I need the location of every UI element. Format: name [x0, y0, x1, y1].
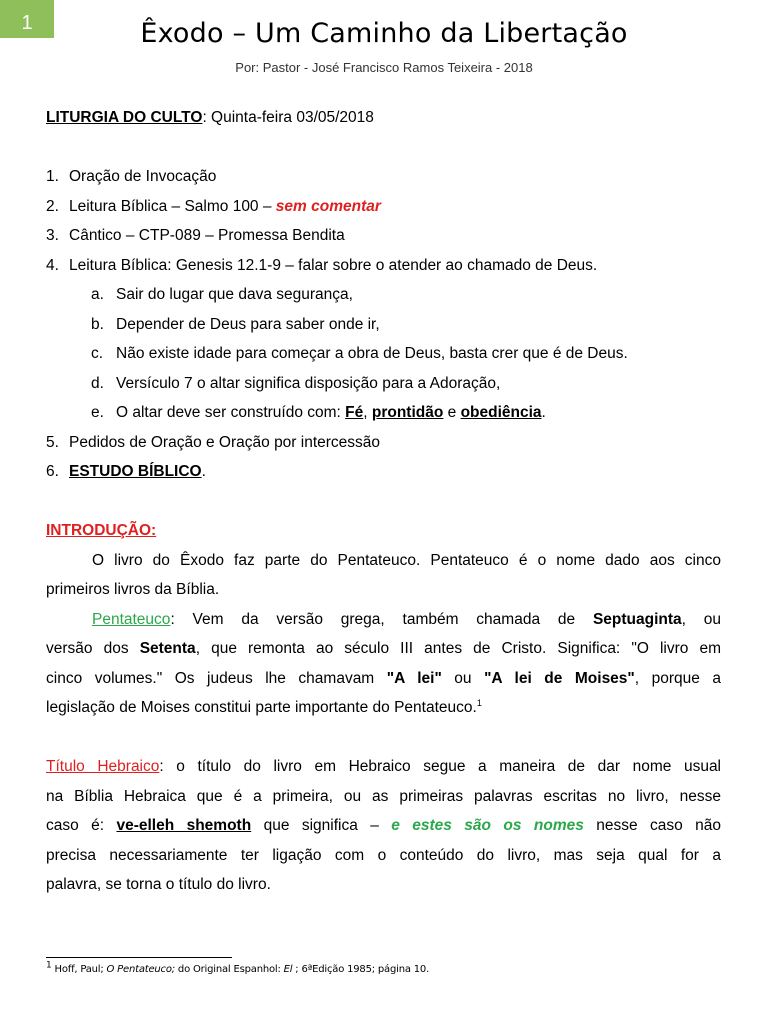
- paragraph-line: [46, 752, 721, 782]
- paragraph-line: [46, 693, 721, 723]
- text: que significa –: [251, 817, 392, 834]
- sep: e: [443, 404, 461, 421]
- text: nesse caso não: [583, 817, 722, 834]
- hebrew-meaning: e estes são os nomes: [391, 817, 584, 834]
- note-sem-comentar: sem comentar: [275, 197, 381, 215]
- document-body: [46, 103, 721, 900]
- text: , ou: [681, 610, 721, 628]
- liturgy-line: [46, 103, 721, 133]
- sub-list-text: Versículo 7 o altar significa disposição para a Adoração,: [116, 374, 501, 392]
- list-number: 1.: [46, 168, 59, 185]
- paragraph-line: O livro do Êxodo faz parte do Pentateuco. Pentateuco é o nome dado aos cinco: [92, 551, 721, 569]
- list-text: [69, 192, 381, 222]
- footnote-number: 1: [46, 960, 52, 971]
- liturgy-date: : Quinta-feira 03/05/2018: [202, 109, 374, 126]
- footnote-separator: [46, 957, 232, 958]
- list-item: [46, 221, 721, 251]
- intro-heading: INTRODUÇÃO:: [46, 522, 157, 539]
- sub-list-text: Não existe idade para começar a obra de Deus, basta crer que é de Deus.: [116, 345, 628, 362]
- hebrew-title-paragraph: [46, 752, 721, 900]
- text: : Vem da versão grega, também chamada de: [170, 610, 593, 628]
- period: .: [201, 463, 206, 480]
- footnote-text: ; 6ªEdição 1985; página 10.: [292, 964, 430, 975]
- list-number: 5.: [46, 433, 59, 451]
- list-text: [69, 457, 206, 487]
- list-item: [46, 192, 721, 222]
- list-item: [46, 457, 721, 487]
- text: , porque a: [634, 669, 721, 687]
- footnote-text: do Original Espanhol:: [174, 964, 284, 975]
- septuaginta-term: Septuaginta: [592, 610, 682, 628]
- paragraph-line: na Bíblia Hebraica que é a primeira, ou as primeiras palavras escritas no livro, nesse: [46, 787, 721, 805]
- list-item: [46, 162, 721, 192]
- text: caso é:: [46, 817, 117, 834]
- sub-list-item: [46, 339, 721, 369]
- setenta-term: Setenta: [139, 640, 196, 657]
- paragraph-line: [46, 634, 721, 664]
- sub-list-item: [46, 369, 721, 399]
- text: legislação de Moises constitui parte importante do Pentateuco.: [46, 699, 477, 716]
- text: : o título do livro em Hebraico segue a maneira de dar nome usual: [159, 758, 722, 775]
- footnote-ref[interactable]: 1: [476, 697, 482, 708]
- footnote: [46, 960, 430, 975]
- pentateuco-term: Pentateuco: [92, 610, 171, 628]
- text: cinco volumes." Os judeus lhe chamavam: [46, 669, 387, 687]
- hebrew-term: ve-elleh shemoth: [116, 817, 252, 834]
- titulo-hebraico-term: Título Hebraico: [46, 758, 160, 775]
- paragraph-line: [46, 811, 721, 841]
- list-text: Cântico – CTP-089 – Promessa Bendita: [69, 227, 345, 244]
- sub-list-item: [46, 310, 721, 340]
- page-number-badge: 1: [0, 0, 54, 38]
- a-lei-term: "A lei": [386, 669, 442, 687]
- list-number: 2.: [46, 197, 59, 215]
- sep: ,: [363, 404, 372, 421]
- list-item: [46, 251, 721, 281]
- list-text: Oração de Invocação: [69, 168, 217, 185]
- sub-list-item: [46, 280, 721, 310]
- liturgy-label: LITURGIA DO CULTO: [46, 109, 203, 126]
- list-number: 3.: [46, 227, 59, 244]
- text: ou: [441, 669, 485, 687]
- paragraph-line: precisa necessariamente ter ligação com o conteúdo do livro, mas seja qual for a: [46, 846, 721, 864]
- sub-list-letter: d.: [91, 374, 104, 392]
- intro-paragraph-1: [46, 546, 721, 605]
- text: , que remonta ao século III antes de Cristo. Significa: "O livro em: [195, 640, 721, 657]
- paragraph-line: palavra, se torna o título do livro.: [46, 876, 271, 893]
- sub-list-letter: b.: [91, 315, 104, 333]
- sub-list-text: [116, 398, 546, 428]
- estudo-biblico-label: ESTUDO BÍBLICO: [69, 463, 202, 480]
- list-text: Leitura Bíblica: Genesis 12.1-9 – falar sobre o atender ao chamado de Deus.: [69, 256, 598, 274]
- sub-list-text: Sair do lugar que dava segurança,: [116, 286, 353, 303]
- list-item: [46, 428, 721, 458]
- period: .: [541, 404, 546, 421]
- paragraph-line: [46, 664, 721, 694]
- author-line: Por: Pastor - José Francisco Ramos Teixeira - 2018: [235, 60, 533, 75]
- footnote-original: El: [283, 964, 293, 975]
- a-lei-moises-term: "A lei de Moises": [484, 669, 635, 687]
- list-text: Pedidos de Oração e Oração por intercessão: [69, 433, 381, 451]
- sub-list-letter: e.: [91, 404, 104, 421]
- document-title: Êxodo – Um Caminho da Libertação: [140, 18, 628, 49]
- word-prontidao: prontidão: [371, 404, 444, 421]
- sub-list-text: Depender de Deus para saber onde ir,: [116, 315, 380, 333]
- sub-list-letter: c.: [91, 345, 104, 362]
- paragraph-line: primeiros livros da Bíblia.: [46, 581, 220, 598]
- text: versão dos: [46, 640, 140, 657]
- list-text-main: Leitura Bíblica – Salmo 100 –: [69, 197, 276, 215]
- paragraph-line: [46, 605, 721, 635]
- word-obediencia: obediência: [460, 404, 542, 421]
- footnote-book: O Pentateuco;: [106, 964, 175, 975]
- list-number: 4.: [46, 256, 59, 274]
- word-fe: Fé: [345, 404, 364, 421]
- intro-heading-row: [46, 516, 721, 546]
- list-number: 6.: [46, 463, 59, 480]
- intro-paragraph-2: [46, 605, 721, 723]
- sub-list-letter: a.: [91, 286, 104, 303]
- sub-list-item: [46, 398, 721, 428]
- footnote-text: Hoff, Paul;: [51, 964, 107, 975]
- sub-text-main: O altar deve ser construído com:: [116, 404, 346, 421]
